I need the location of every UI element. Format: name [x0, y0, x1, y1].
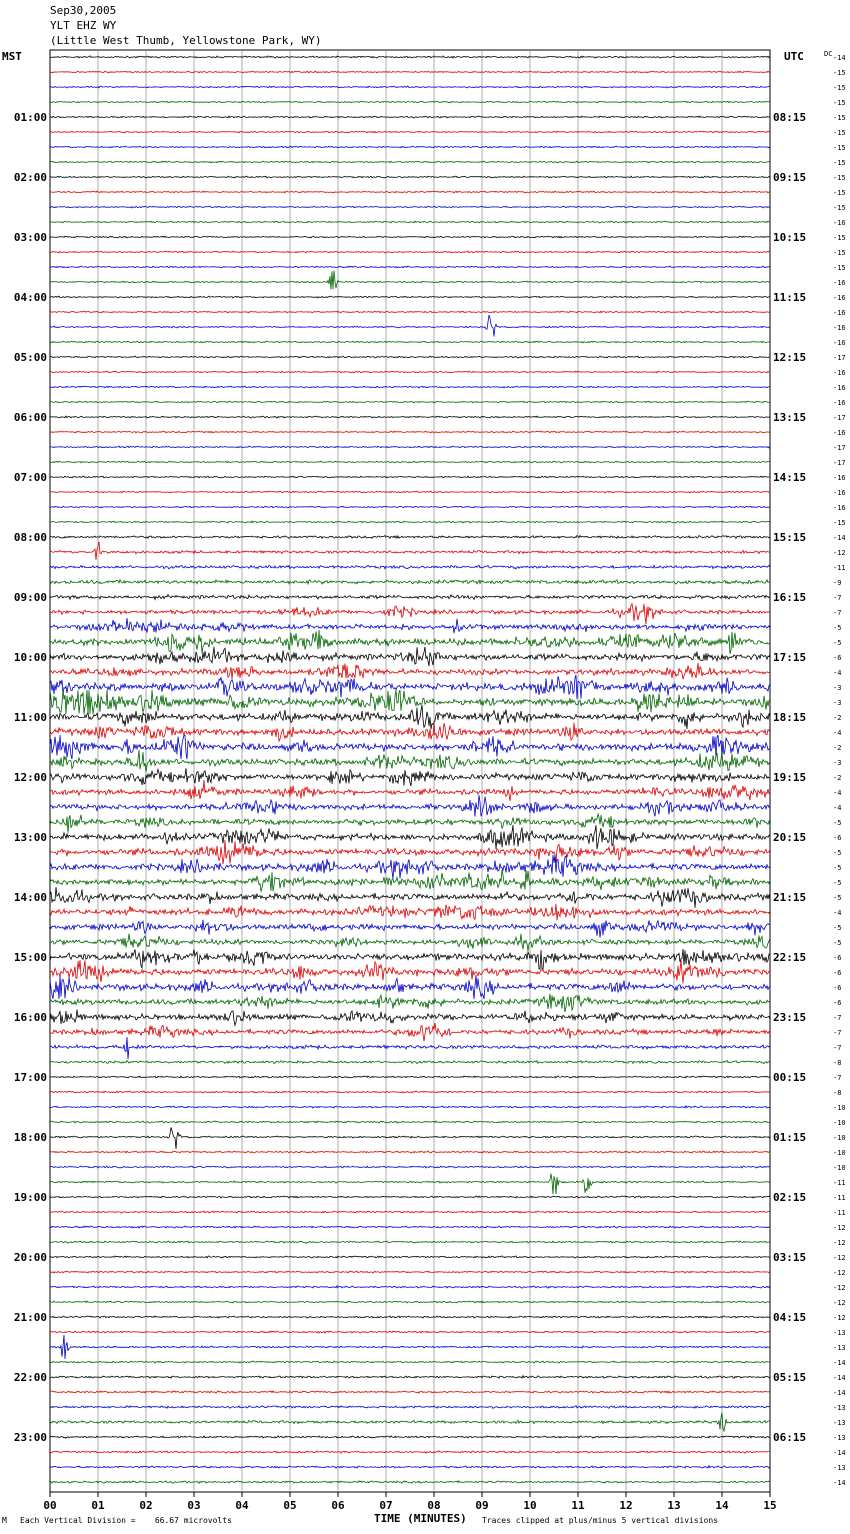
- dc-offset-label: -12: [833, 1299, 846, 1307]
- dc-offset-label: -12: [833, 1269, 846, 1277]
- trace-line: [50, 315, 770, 337]
- trace-line: [50, 1271, 770, 1273]
- trace-line: [50, 1376, 770, 1379]
- dc-offset-label: -16: [833, 324, 846, 332]
- trace-line: [50, 855, 770, 879]
- utc-hour-label: 19:15: [773, 771, 807, 784]
- dc-offset-label: -9: [833, 579, 842, 587]
- trace-line: [50, 690, 770, 714]
- mst-hour-label: 09:00: [13, 591, 47, 604]
- mst-hour-label: 17:00: [13, 1071, 47, 1084]
- x-tick-label: 02: [139, 1499, 153, 1512]
- trace-line: [50, 1316, 770, 1318]
- trace-line: [50, 271, 770, 290]
- dc-offset-label: -16: [833, 369, 846, 377]
- dc-offset-label: -13: [833, 1464, 846, 1472]
- mst-hour-label: 18:00: [13, 1131, 47, 1144]
- mst-hour-label: 08:00: [13, 531, 47, 544]
- x-tick-label: 03: [187, 1499, 201, 1512]
- dc-offset-label: -3: [833, 759, 842, 767]
- dc-offset-label: -12: [833, 1224, 846, 1232]
- dc-offset-label: -15: [833, 264, 846, 272]
- trace-line: [50, 491, 770, 493]
- utc-hour-label: 17:15: [773, 651, 807, 664]
- utc-hour-label: 13:15: [773, 411, 807, 424]
- dc-offset-label: -7: [833, 1044, 842, 1052]
- dc-offset-label: -13: [833, 1434, 846, 1442]
- x-tick-label: 06: [331, 1499, 345, 1512]
- dc-offset-label: -13: [833, 1419, 846, 1427]
- utc-hour-label: 16:15: [773, 591, 807, 604]
- trace-line: [50, 1010, 770, 1026]
- trace-line: [50, 814, 770, 833]
- dc-offset-label: -11: [833, 1194, 846, 1202]
- dc-offset-label: -15: [833, 249, 846, 257]
- dc-offset-label: -6: [833, 654, 842, 662]
- trace-line: [50, 1331, 770, 1333]
- header-location: (Little West Thumb, Yellowstone Park, WY): [50, 34, 322, 47]
- dc-offset-label: -15: [833, 69, 846, 77]
- header-station: YLT EHZ WY: [50, 19, 117, 32]
- trace-line: [50, 1391, 770, 1393]
- dc-offset-label: -11: [833, 564, 846, 572]
- trace-line: [50, 386, 770, 388]
- trace-line: [50, 251, 770, 253]
- trace-line: [50, 131, 770, 133]
- trace-line: [50, 1061, 770, 1064]
- dc-offset-label: -7: [833, 1014, 842, 1022]
- dc-offset-label: -5: [833, 864, 842, 872]
- mst-hour-label: 23:00: [13, 1431, 47, 1444]
- dc-offset-label: -12: [833, 1239, 846, 1247]
- trace-line: [50, 1128, 770, 1150]
- utc-hour-label: 14:15: [773, 471, 807, 484]
- utc-hour-label: 18:15: [773, 711, 807, 724]
- mst-hour-label: 19:00: [13, 1191, 47, 1204]
- trace-line: [50, 1406, 770, 1409]
- trace-line: [50, 675, 770, 699]
- dc-offset-label: -10: [833, 1149, 846, 1157]
- mst-hour-label: 12:00: [13, 771, 47, 784]
- trace-line: [50, 1174, 770, 1194]
- right-timezone-label: UTC: [784, 50, 804, 63]
- utc-hour-label: 20:15: [773, 831, 807, 844]
- trace-line: [50, 461, 770, 463]
- mst-hour-label: 07:00: [13, 471, 47, 484]
- x-tick-label: 12: [619, 1499, 633, 1512]
- dc-offset-label: -13: [833, 1344, 846, 1352]
- dc-offset-label: -6: [833, 984, 842, 992]
- utc-hour-label: 01:15: [773, 1131, 807, 1144]
- dc-offset-label: -5: [833, 624, 842, 632]
- mst-hour-label: 01:00: [13, 111, 47, 124]
- dc-offset-label: -11: [833, 1209, 846, 1217]
- trace-line: [50, 735, 770, 759]
- dc-offset-label: -12: [833, 1284, 846, 1292]
- dc-offset-label: -14: [833, 1389, 846, 1397]
- dc-offset-label: -15: [833, 519, 846, 527]
- dc-offset-label: -7: [833, 1029, 842, 1037]
- dc-offset-label: -6: [833, 969, 842, 977]
- trace-line: [50, 116, 770, 118]
- dc-offset-label: -4: [833, 669, 842, 677]
- dc-offset-label: -6: [833, 954, 842, 962]
- mst-hour-label: 13:00: [13, 831, 47, 844]
- dc-offset-label: -13: [833, 1404, 846, 1412]
- trace-line: [50, 1076, 770, 1078]
- dc-offset-label: -3: [833, 684, 842, 692]
- dc-offset-label: -4: [833, 909, 842, 917]
- utc-hour-label: 00:15: [773, 1071, 807, 1084]
- trace-line: [50, 1301, 770, 1303]
- trace-line: [50, 565, 770, 569]
- x-tick-label: 11: [571, 1499, 585, 1512]
- utc-hour-label: 08:15: [773, 111, 807, 124]
- mst-hour-label: 14:00: [13, 891, 47, 904]
- dc-offset-label: -17: [833, 354, 846, 362]
- utc-hour-label: 06:15: [773, 1431, 807, 1444]
- trace-line: [50, 887, 770, 908]
- mst-hour-label: 06:00: [13, 411, 47, 424]
- trace-line: [50, 975, 770, 999]
- mst-hour-label: 03:00: [13, 231, 47, 244]
- utc-hour-label: 22:15: [773, 951, 807, 964]
- dc-offset-label: -5: [833, 819, 842, 827]
- trace-line: [50, 266, 770, 268]
- trace-line: [50, 236, 770, 238]
- dc-offset-label: -6: [833, 834, 842, 842]
- trace-line: [50, 595, 770, 600]
- trace-line: [50, 795, 770, 817]
- x-tick-label: 08: [427, 1499, 441, 1512]
- trace-line: [50, 1196, 770, 1198]
- trace-line: [50, 647, 770, 666]
- dc-offset-label: -12: [833, 1314, 846, 1322]
- dc-offset-label: -15: [833, 129, 846, 137]
- utc-hour-label: 23:15: [773, 1011, 807, 1024]
- mst-hour-label: 04:00: [13, 291, 47, 304]
- dc-offset-label: -16: [833, 489, 846, 497]
- dc-offset-label: -2: [833, 714, 842, 722]
- utc-hour-label: 05:15: [773, 1371, 807, 1384]
- dc-offset-label: -14: [833, 1374, 846, 1382]
- trace-line: [50, 1151, 770, 1153]
- dc-offset-label: -13: [833, 1329, 846, 1337]
- trace-line: [50, 431, 770, 433]
- trace-line: [50, 401, 770, 403]
- dc-offset-label: -2: [833, 744, 842, 752]
- dc-offset-label: -16: [833, 219, 846, 227]
- trace-line: [50, 416, 770, 418]
- trace-line: [50, 1037, 770, 1059]
- dc-offset-label: -10: [833, 1164, 846, 1172]
- trace-line: [50, 1121, 770, 1123]
- trace-line: [50, 1451, 770, 1454]
- trace-line: [50, 191, 770, 193]
- dc-offset-label: -16: [833, 309, 846, 317]
- dc-offset-label: -7: [833, 594, 842, 602]
- trace-line: [50, 994, 770, 1012]
- utc-hour-label: 02:15: [773, 1191, 807, 1204]
- trace-line: [50, 535, 770, 538]
- utc-hour-label: 11:15: [773, 291, 807, 304]
- x-tick-label: 04: [235, 1499, 249, 1512]
- utc-hour-label: 04:15: [773, 1311, 807, 1324]
- dc-offset-label: -5: [833, 849, 842, 857]
- trace-line: [50, 542, 770, 560]
- dc-offset-label: -15: [833, 144, 846, 152]
- dc-offset-label: -5: [833, 639, 842, 647]
- mst-hour-label: 11:00: [13, 711, 47, 724]
- trace-line: [50, 356, 770, 358]
- x-tick-label: 01: [91, 1499, 105, 1512]
- trace-line: [50, 161, 770, 163]
- trace-line: [50, 146, 770, 148]
- utc-hour-label: 21:15: [773, 891, 807, 904]
- left-timezone-label: MST: [2, 50, 22, 63]
- dc-offset-label: -4: [833, 729, 842, 737]
- dc-offset-label: -17: [833, 459, 846, 467]
- dc-offset-label: -15: [833, 234, 846, 242]
- dc-offset-label: -7: [833, 609, 842, 617]
- dc-offset-label: -6: [833, 999, 842, 1007]
- dc-offset-label: -15: [833, 174, 846, 182]
- dc-offset-label: -14: [833, 54, 846, 62]
- dc-offset-label: -16: [833, 429, 846, 437]
- trace-line: [50, 1091, 770, 1093]
- trace-line: [50, 840, 770, 864]
- trace-line: [50, 1166, 770, 1168]
- trace-line: [50, 311, 770, 313]
- trace-line: [50, 86, 770, 88]
- trace-line: [50, 206, 770, 208]
- mst-hour-label: 16:00: [13, 1011, 47, 1024]
- trace-line: [50, 723, 770, 742]
- dc-label: DC: [824, 50, 833, 58]
- x-tick-label: 14: [715, 1499, 729, 1512]
- trace-line: [50, 960, 770, 983]
- trace-line: [50, 176, 770, 178]
- trace-line: [50, 521, 770, 523]
- x-tick-label: 13: [667, 1499, 681, 1512]
- dc-offset-label: -3: [833, 699, 842, 707]
- trace-line: [50, 618, 770, 633]
- dc-offset-label: -8: [833, 1059, 842, 1067]
- trace-line: [50, 1361, 770, 1363]
- dc-offset-label: -14: [833, 1479, 846, 1487]
- dc-offset-label: -15: [833, 99, 846, 107]
- mst-hour-label: 10:00: [13, 651, 47, 664]
- dc-offset-label: -14: [833, 534, 846, 542]
- trace-line: [50, 920, 770, 938]
- trace-line: [50, 1335, 770, 1359]
- trace-line: [50, 71, 770, 73]
- dc-offset-label: -16: [833, 279, 846, 287]
- x-tick-label: 15: [763, 1499, 777, 1512]
- dc-offset-label: -15: [833, 204, 846, 212]
- dc-offset-label: -5: [833, 939, 842, 947]
- dc-offset-label: -16: [833, 504, 846, 512]
- utc-hour-label: 15:15: [773, 531, 807, 544]
- scale-note: Each Vertical Division = 66.67 microvolts: [20, 1516, 232, 1525]
- mst-hour-label: 22:00: [13, 1371, 47, 1384]
- trace-line: [50, 1466, 770, 1469]
- dc-offset-label: -12: [833, 549, 846, 557]
- trace-line: [50, 1226, 770, 1228]
- trace-line: [50, 934, 770, 951]
- dc-offset-label: -15: [833, 189, 846, 197]
- dc-offset-label: -16: [833, 294, 846, 302]
- trace-line: [50, 56, 770, 58]
- utc-hour-label: 03:15: [773, 1251, 807, 1264]
- dc-offset-label: -7: [833, 1074, 842, 1082]
- mst-hour-label: 05:00: [13, 351, 47, 364]
- dc-offset-label: -17: [833, 414, 846, 422]
- utc-hour-label: 09:15: [773, 171, 807, 184]
- trace-line: [50, 870, 770, 892]
- x-tick-label: 00: [43, 1499, 57, 1512]
- dc-offset-label: -14: [833, 1449, 846, 1457]
- trace-line: [50, 1413, 770, 1432]
- dc-offset-label: -8: [833, 1089, 842, 1097]
- trace-line: [50, 604, 770, 624]
- trace-line: [50, 371, 770, 373]
- dc-offset-label: -16: [833, 399, 846, 407]
- dc-offset-label: -10: [833, 1119, 846, 1127]
- dc-offset-label: -16: [833, 474, 846, 482]
- dc-offset-label: -4: [833, 804, 842, 812]
- dc-offset-label: -17: [833, 444, 846, 452]
- trace-line: [50, 1286, 770, 1288]
- mst-hour-label: 15:00: [13, 951, 47, 964]
- dc-offset-label: -5: [833, 924, 842, 932]
- dc-offset-label: -14: [833, 1359, 846, 1367]
- header-date: Sep30,2005: [50, 4, 117, 17]
- trace-line: [50, 768, 770, 786]
- dc-offset-label: -15: [833, 159, 846, 167]
- trace-line: [50, 825, 770, 849]
- trace-line: [50, 296, 770, 298]
- trace-line: [50, 1241, 770, 1243]
- trace-line: [50, 949, 770, 969]
- dc-offset-label: -5: [833, 879, 842, 887]
- x-axis-title: TIME (MINUTES): [374, 1512, 467, 1525]
- trace-line: [50, 341, 770, 343]
- trace-line: [50, 446, 770, 448]
- trace-line: [50, 506, 770, 508]
- trace-line: [50, 1106, 770, 1108]
- x-tick-label: 05: [283, 1499, 297, 1512]
- dc-offset-label: -4: [833, 789, 842, 797]
- trace-line: [50, 1211, 770, 1213]
- dc-offset-label: -15: [833, 114, 846, 122]
- mst-hour-label: 02:00: [13, 171, 47, 184]
- dc-offset-label: -11: [833, 1179, 846, 1187]
- x-tick-label: 07: [379, 1499, 393, 1512]
- dc-offset-label: -10: [833, 1104, 846, 1112]
- x-tick-label: 10: [523, 1499, 537, 1512]
- trace-line: [50, 1256, 770, 1258]
- dc-offset-label: -16: [833, 384, 846, 392]
- corner-mark: M: [2, 1516, 7, 1525]
- trace-line: [50, 221, 770, 223]
- trace-line: [50, 630, 770, 654]
- mst-hour-label: 20:00: [13, 1251, 47, 1264]
- trace-line: [50, 663, 770, 679]
- mst-hour-label: 21:00: [13, 1311, 47, 1324]
- trace-line: [50, 1436, 770, 1438]
- dc-offset-label: -10: [833, 1134, 846, 1142]
- clip-note: Traces clipped at plus/minus 5 vertical divisions: [482, 1516, 719, 1525]
- dc-offset-label: -16: [833, 339, 846, 347]
- utc-hour-label: 10:15: [773, 231, 807, 244]
- dc-offset-label: -12: [833, 1254, 846, 1262]
- utc-hour-label: 12:15: [773, 351, 807, 364]
- trace-line: [50, 476, 770, 478]
- dc-offset-label: -2: [833, 774, 842, 782]
- trace-line: [50, 580, 770, 584]
- trace-line: [50, 1481, 770, 1484]
- trace-line: [50, 101, 770, 103]
- x-tick-label: 09: [475, 1499, 489, 1512]
- trace-line: [50, 1023, 770, 1041]
- dc-offset-label: -5: [833, 894, 842, 902]
- dc-offset-label: -15: [833, 84, 846, 92]
